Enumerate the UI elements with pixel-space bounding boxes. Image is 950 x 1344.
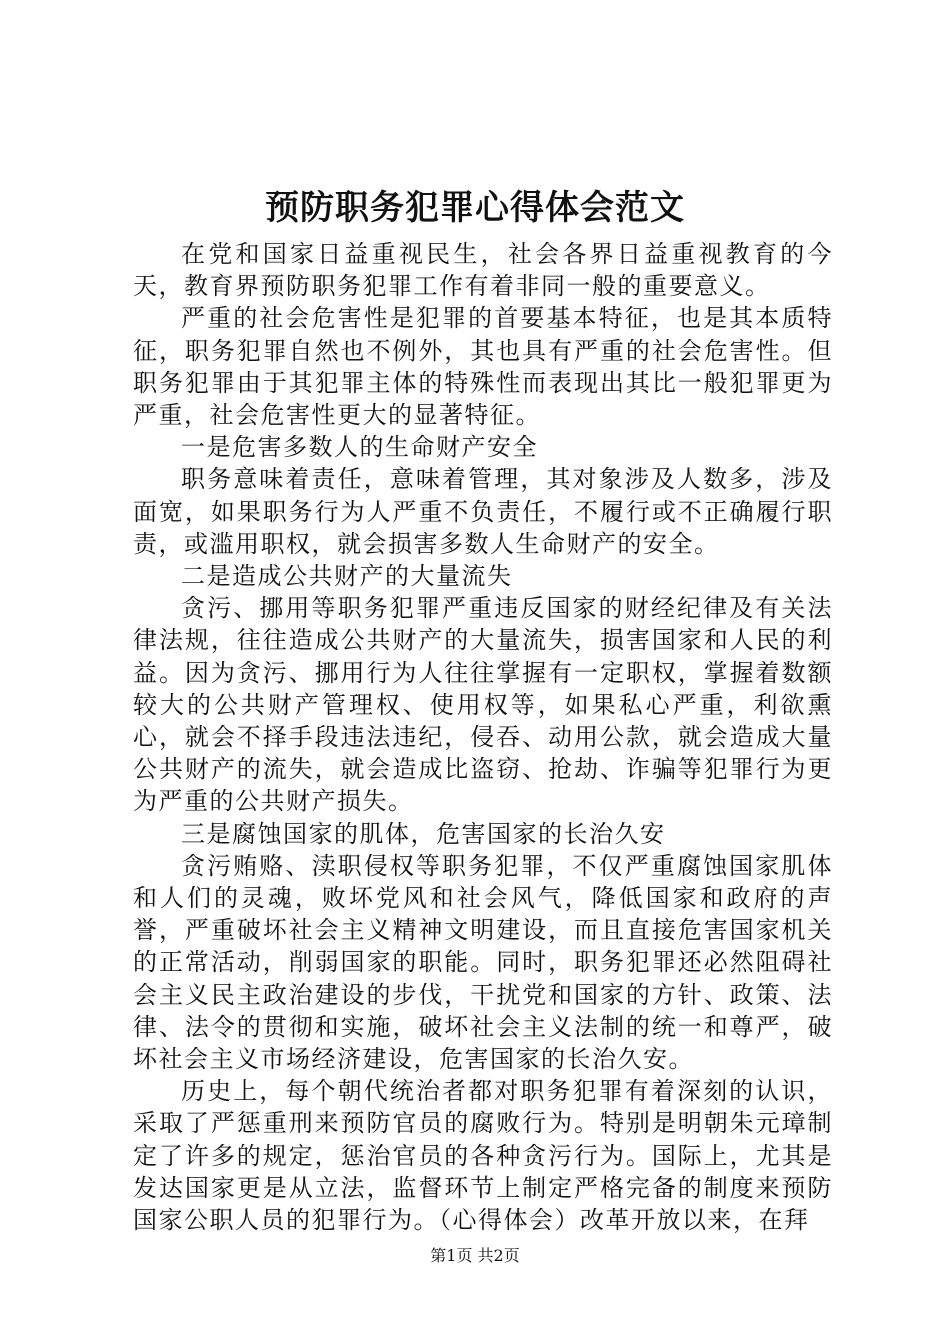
heading-point-one: 一是危害多数人的生命财产安全 — [181, 433, 538, 462]
document-body — [133, 238, 833, 1236]
paragraph-harm-overview: 严重的社会危害性是犯罪的首要基本特征，也是其本质特征，职务犯罪自然也不例外，其也具有严重的社会危害性。但职务犯罪由于其犯罪主体的特殊性而表现出其比一般犯罪更为严重，社会危害性更大的显著特征。 — [133, 304, 833, 430]
paragraph-point-one: 职务意味着责任，意味着管理，其对象涉及人数多，涉及面宽，如果职务行为人严重不负责任，不履行或不正确履行职责，或滥用职权，就会损害多数人生命财产的安全。 — [133, 465, 833, 558]
paragraph-point-two: 贪污、挪用等职务犯罪严重违反国家的财经纪律及有关法律法规，往往造成公共财产的大量流失，损害国家和人民的利益。因为贪污、挪用行为人往往掌握有一定职权，掌握着数额较大的公共财产管理权、使用权等，如果私心严重，利欲熏心，就会不择手段违法违纪，侵吞、动用公款，就会造成大量公共财产的流失，就会造成比盗窃、抢劫、诈骗等犯罪行为更为严重的公共财产损失。 — [133, 594, 833, 816]
paragraph-history: 历史上，每个朝代统治者都对职务犯罪有着深刻的认识，采取了严惩重刑来预防官员的腐败行为。特别是明朝朱元璋制定了许多的规定，惩治官员的各种贪污行为。国际上，尤其是发达国家更是从立法，监督环节上制定严格完备的制度来预防国家公职人员的犯罪行为。（心得体会）改革开放以来，在拜 — [133, 1077, 833, 1235]
document-title: 预防职务犯罪心得体会范文 — [265, 188, 685, 228]
paragraph-point-three: 贪污贿赂、渎职侵权等职务犯罪，不仅严重腐蚀国家肌体和人们的灵魂，败坏党风和社会风气，降低国家和政府的声誉，严重破坏社会主义精神文明建设，而且直接危害国家机关的正常活动，削弱国家的职能。同时，职务犯罪还必然阻碍社会主义民主政治建设的步伐，干扰党和国家的方针、政策、法律、法令的贯彻和实施，破坏社会主义法制的统一和尊严，破坏社会主义市场经济建设，危害国家的长治久安。 — [133, 851, 833, 1074]
heading-point-two: 二是造成公共财产的大量流失 — [181, 562, 513, 591]
heading-point-three: 三是腐蚀国家的肌体，危害国家的长治久安 — [181, 819, 666, 848]
page-indicator: 第1页 共2页 — [430, 1246, 520, 1265]
paragraph-intro: 在党和国家日益重视民生，社会各界日益重视教育的今天，教育界预防职务犯罪工作有着非同一般的重要意义。 — [133, 240, 833, 301]
